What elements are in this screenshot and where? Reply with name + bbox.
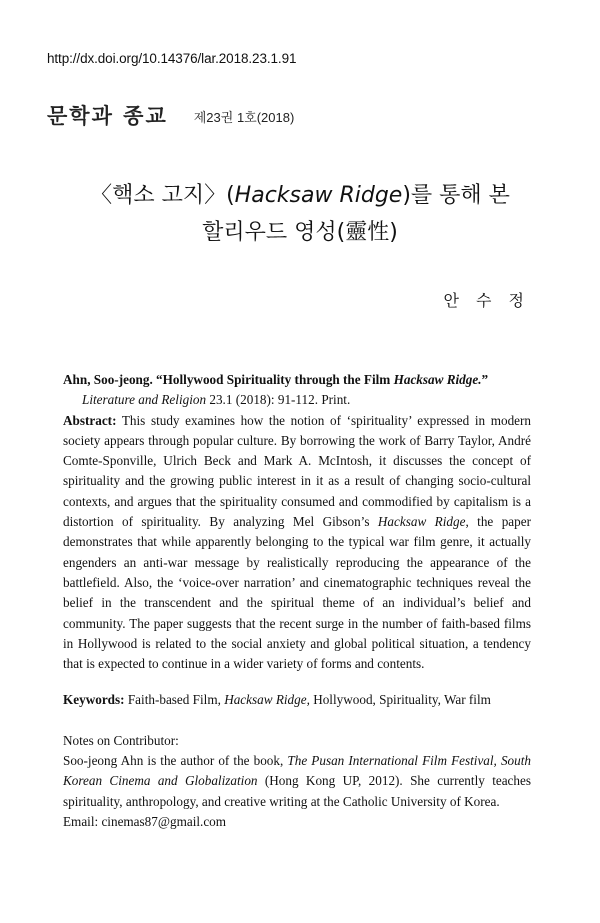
- citation: [63, 370, 531, 411]
- journal-logo: 문학과 종교: [47, 104, 168, 128]
- citation-journal: Literature and Religion: [82, 392, 207, 408]
- abstract-text: This study examines how the notion of ‘spirituality’ expressed in modern society appears through popular culture. By borrowing the work of Barry Taylor, André Comte-Sponville, Ulrich Beck and Mark A. McIntosh, it discusses the concept of spirituality and the growing public interest in it as a result of changing socio-cultural contexts, and argues that the spirituality consumed and commodified by capitalism is a distortion of spirituality. By analyzing Mel Gibson’s: [63, 412, 531, 530]
- abstract-label: Abstract:: [63, 412, 117, 428]
- journal-header: [47, 100, 294, 128]
- abstract: [63, 411, 531, 675]
- keywords-text: Hollywood, Spirituality, War film: [309, 692, 491, 708]
- abstract-text: , the paper demonstrates that while apparently belonging to the typical war film genre, it actually engenders an anti-war message by realistically reproducing the appearance of the battlefield. Also, the ‘voice-over narration’ and cinematographic techniques reveal the belief in the transcendent and the spiritual theme of an individual’s belief and community. The paper suggests that the recent surge in the number of faith-based films in Hollywood is related to the social anxiety and global political situation, a tendency that is expected to continue in a wider variety of forms and contents.: [63, 514, 531, 672]
- doi-link[interactable]: http://dx.doi.org/10.14376/lar.2018.23.1.91: [47, 51, 297, 66]
- keywords-film-italic: Hacksaw Ridge,: [224, 692, 310, 708]
- abstract-film-italic: Hacksaw Ridge: [377, 514, 466, 530]
- title-part: )를 통해 본: [402, 183, 510, 208]
- title-line-2: 할리우드 영성(靈性): [202, 220, 398, 245]
- keywords-text: Faith-based Film,: [124, 692, 225, 708]
- citation-head-close: ”: [481, 372, 489, 387]
- journal-issue: 제23권 1호(2018): [193, 110, 295, 125]
- title-film-italic: Hacksaw Ridge: [234, 183, 403, 208]
- notes-heading: Notes on Contributor:: [63, 732, 179, 748]
- notes-bio-text: Soo-jeong Ahn is the author of the book,: [63, 753, 288, 769]
- author-name: 안 수 정: [443, 291, 530, 310]
- article-title: [0, 177, 600, 251]
- title-line-1: [0, 177, 600, 214]
- citation-detail: [63, 390, 531, 410]
- keywords: [63, 690, 531, 710]
- citation-head: [63, 372, 488, 387]
- citation-film-italic: Hacksaw Ridge.: [393, 372, 482, 387]
- notes-email[interactable]: Email: cinemas87@gmail.com: [63, 813, 227, 829]
- notes-bio-text: (Hong Kong UP, 2012). She currently teaches spirituality, anthropology, and creative writing at the Catholic University of Korea.: [63, 773, 531, 809]
- keywords-label: Keywords:: [63, 692, 125, 708]
- title-part: 〈핵소 고지〉(: [90, 183, 235, 208]
- notes-book-italic: The Pusan International Film Festival, South Korean Cinema and Globalization: [63, 753, 531, 789]
- notes-bio: [63, 751, 531, 812]
- article-front-matter: [63, 370, 531, 832]
- citation-pages: 23.1 (2018): 91-112. Print.: [206, 392, 351, 408]
- contributor-notes: [63, 731, 531, 832]
- citation-head-text: Ahn, Soo-jeong. “Hollywood Spirituality through the Film: [63, 372, 394, 387]
